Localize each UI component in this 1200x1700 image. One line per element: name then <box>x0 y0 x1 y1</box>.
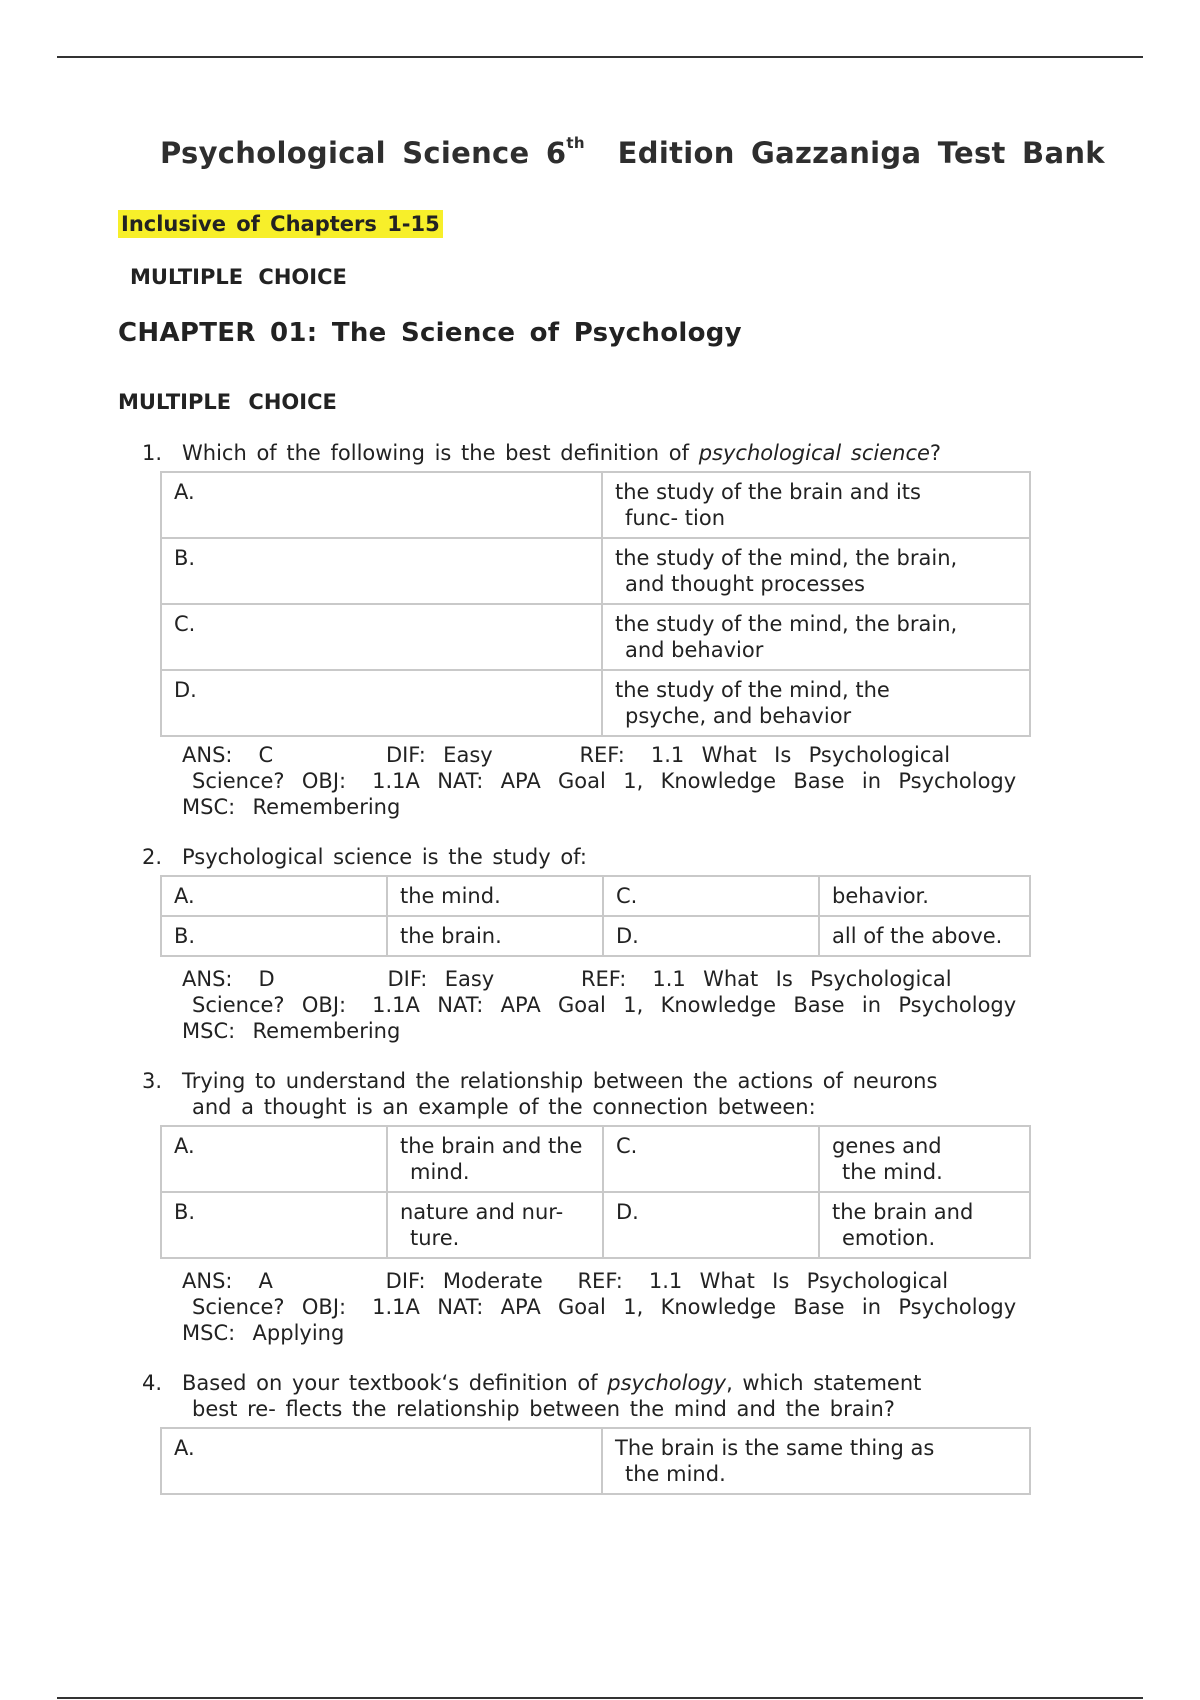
question-3: 3. Trying to understand the relationship between the actions of neurons and a thought is an example of the connection between: <box>142 1069 938 1119</box>
answer-metadata: ANS: D DIF: Easy REF: 1.1 What Is Psychological Science? OBJ: 1.1A NAT: APA Goal 1, Knowledge Base in Psychology MSC: Remembering <box>182 967 1017 1043</box>
chapters-highlight: Inclusive of Chapters 1-15 <box>118 210 443 238</box>
option-row: C. the study of the mind, the brain, and behavior <box>161 604 1030 670</box>
option-row: A. the mind. C. behavior. <box>161 876 1030 916</box>
question-1: 1. Which of the following is the best definition of psychological science? <box>142 441 942 465</box>
answer-metadata: ANS: A DIF: Moderate REF: 1.1 What Is Psychological Science? OBJ: 1.1A NAT: APA Goal 1, Knowledge Base in Psychology MSC: Applying <box>182 1269 1017 1345</box>
question-3-options <box>160 1125 1031 1259</box>
option-row: B. nature and nur- ture. D. the brain and emotion. <box>161 1192 1030 1258</box>
section-label: MULTIPLE CHOICE <box>130 265 347 289</box>
question-1-options <box>160 471 1031 737</box>
top-rule <box>57 56 1143 58</box>
document-title: Psychological Science 6th Edition Gazzaniga Test Bank <box>160 134 1105 170</box>
option-row: A. the brain and the mind. C. genes and the mind. <box>161 1126 1030 1192</box>
question-2: 2. Psychological science is the study of: <box>142 845 587 869</box>
option-row: B. the study of the mind, the brain, and thought processes <box>161 538 1030 604</box>
option-row: A. The brain is the same thing as the mind. <box>161 1428 1030 1494</box>
section-label: MULTIPLE CHOICE <box>118 390 337 414</box>
option-row: D. the study of the mind, the psyche, and behavior <box>161 670 1030 736</box>
question-2-options <box>160 875 1031 957</box>
question-4-options <box>160 1427 1031 1495</box>
chapter-heading: CHAPTER 01: The Science of Psychology <box>118 318 742 348</box>
question-4: 4. Based on your textbook‘s definition of psychology, which statement best re- flects the relationship between the mind and the brain? <box>142 1371 922 1421</box>
answer-metadata: ANS: C DIF: Easy REF: 1.1 What Is Psychological Science? OBJ: 1.1A NAT: APA Goal 1, Knowledge Base in Psychology MSC: Remembering <box>182 743 1017 819</box>
option-row: B. the brain. D. all of the above. <box>161 916 1030 956</box>
option-row: A. the study of the brain and its func- tion <box>161 472 1030 538</box>
bottom-rule <box>57 1697 1143 1699</box>
